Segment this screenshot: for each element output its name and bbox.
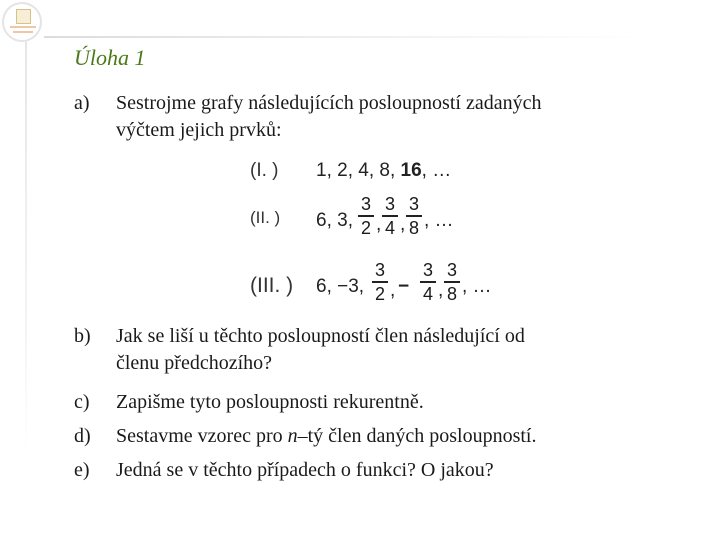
fraction: 3 8 [444,260,460,304]
slide-title: Úloha 1 [74,45,146,70]
sequence-terms: 1, 2, 4, 8, 16, … [316,160,452,181]
minus-sign: − [398,276,410,297]
fraction: 3 4 [420,260,436,304]
task-text-line2: členu předchozího? [116,352,273,374]
fraction: 3 2 [358,194,374,238]
left-decorative-rule [25,36,27,456]
logo-emblem-icon [16,9,31,24]
sequence-label: (III. ) [250,274,294,297]
sequence-label: (I. ) [250,160,279,181]
sequence-lead: 6, 3, [316,210,353,231]
fraction: 3 2 [372,260,388,304]
task-label: d) [74,425,91,447]
task-text-line1: Jak se liší u těchto posloupností člen následující od [116,325,525,347]
sequence-label: (II. ) [250,208,281,227]
task-label: c) [74,391,90,413]
task-text-line2: výčtem jejich prvků: [116,119,282,141]
task-text: Sestavme vzorec pro n–tý člen daných posloupností. [116,425,537,447]
fraction: 3 8 [406,194,422,238]
task-text: Zapišme tyto posloupnosti rekurentně. [116,391,424,413]
task-label: b) [74,325,91,347]
school-logo [2,2,42,42]
fraction: 3 4 [382,194,398,238]
task-text-line1: Sestrojme grafy následujících posloupností zadaných [116,92,542,114]
task-label: e) [74,459,90,481]
task-label: a) [74,92,90,114]
variable-n: n [287,425,298,447]
task-text: Jedná se v těchto případech o funkci? O jakou? [116,459,494,481]
sequence-lead: 6, −3, [316,276,365,297]
top-decorative-rule [44,36,644,38]
